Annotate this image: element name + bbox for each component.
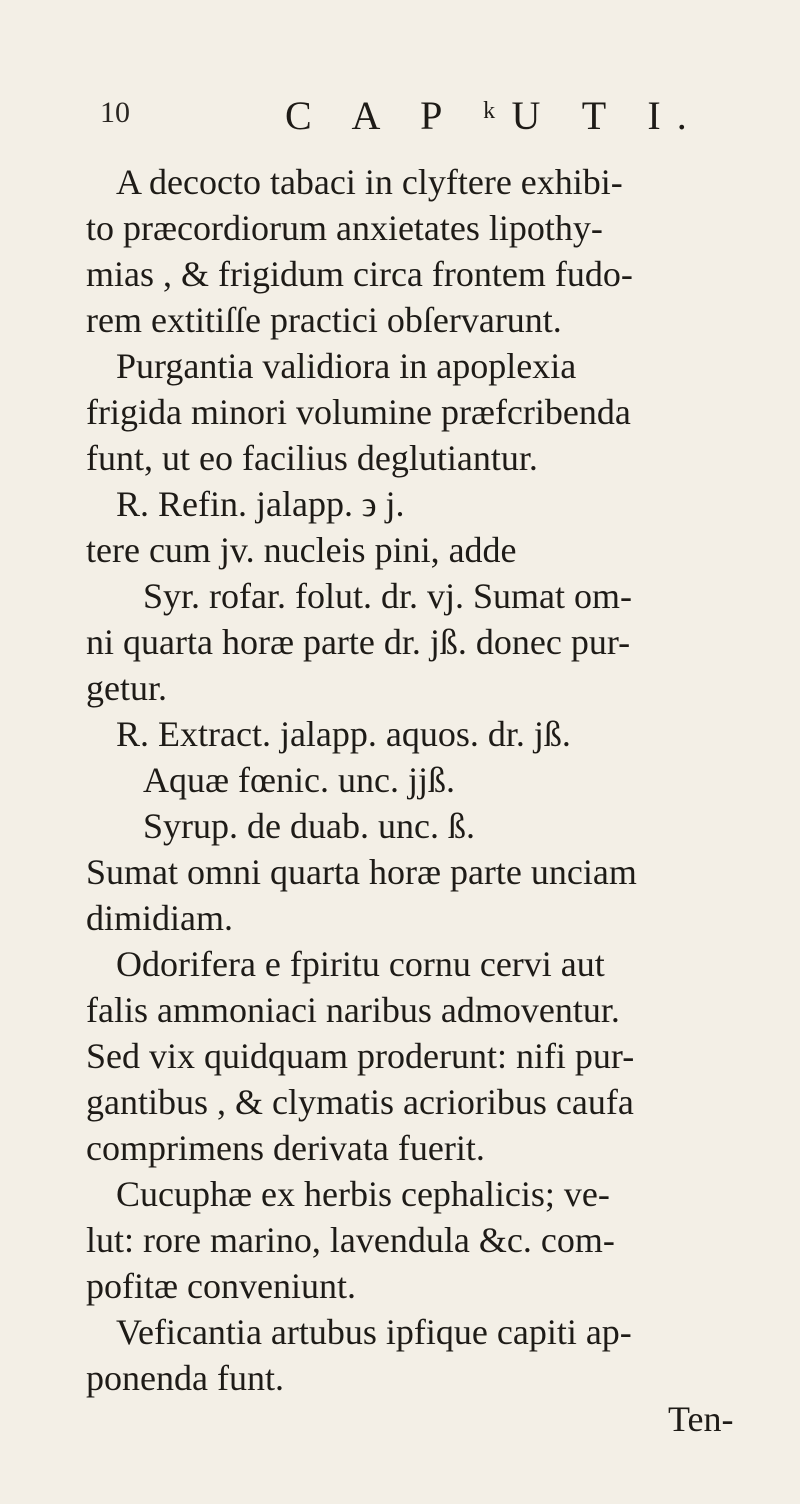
running-head: C A P ᵏU T I. [285,93,703,138]
page-header [100,92,740,140]
text-line: Syrup. de duab. unc. ß. [143,806,475,846]
text-line: falis ammoniaci naribus admoventur. [86,990,620,1030]
text-line: Aquæ fœnic. unc. jjß. [143,760,455,800]
text-line: ni quarta horæ parte dr. jß. donec pur- [86,622,631,662]
text-line: funt, ut eo facilius deglutiantur. [86,438,538,478]
text-line: comprimens derivata fuerit. [86,1128,485,1168]
text-line: Sed vix quidquam proderunt: nifi pur- [86,1036,635,1076]
text-line: pofitæ conveniunt. [86,1266,356,1306]
catchword: Ten- [668,1399,734,1439]
text-line: Syr. rofar. folut. dr. vj. Sumat om- [143,576,632,616]
text-line: to præcordiorum anxietates lipothy- [86,208,603,248]
text-line: ponenda funt. [86,1358,284,1398]
text-line: A decocto tabaci in clyftere exhibi- [116,162,623,202]
page-number: 10 [100,96,130,129]
text-line: tere cum jv. nucleis pini, adde [86,530,517,570]
text-line: Odorifera e fpiritu cornu cervi aut [116,944,605,984]
text-line: Sumat omni quarta horæ parte unciam [86,852,637,892]
text-line: Cucuphæ ex herbis cephalicis; ve- [116,1174,610,1214]
text-line: getur. [86,668,167,708]
text-line: rem extitiſſe practici obſervarunt. [86,300,562,340]
text-line: Veficantia artubus ipfique capiti ap- [116,1312,632,1352]
text-line: R. Extract. jalapp. aquos. dr. jß. [116,714,571,754]
text-line: mias , & frigidum circa frontem fudo- [86,254,633,294]
text-line: gantibus , & clymatis acrioribus caufa [86,1082,634,1122]
text-line: Purgantia validiora in apoplexia [116,346,577,386]
text-line: frigida minori volumine præfcribenda [86,392,631,432]
text-line: lut: rore marino, lavendula &c. com- [86,1220,615,1260]
text-line: R. Refin. jalapp. ϶ j. [116,484,405,524]
text-line: dimidiam. [86,898,233,938]
